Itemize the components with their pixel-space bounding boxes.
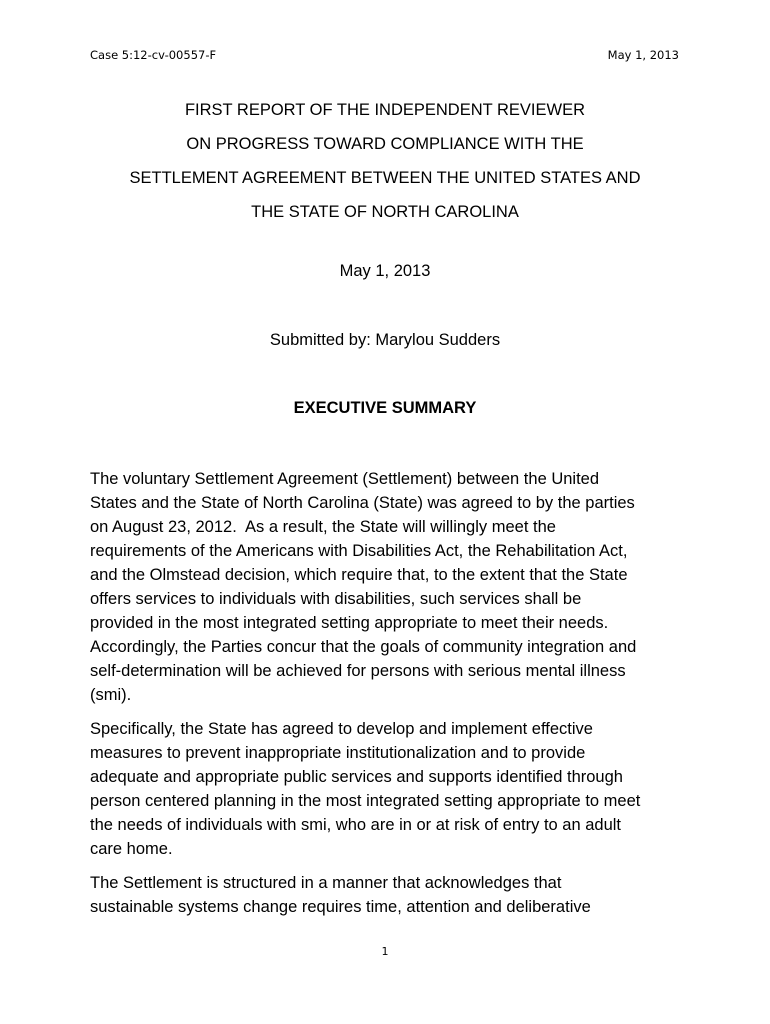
text-line: adequate and appropriate public services and supports identified through	[90, 768, 623, 786]
text-line: (smi).	[90, 686, 132, 704]
text-line: The voluntary Settlement Agreement (Settlement) between the United	[90, 470, 600, 488]
text-line: person centered planning in the most integrated setting appropriate to meet	[90, 792, 641, 810]
text-line: and the Olmstead decision, which require that, to the extent that the State	[90, 566, 628, 584]
text-line: measures to prevent inappropriate institutionalization and to provide	[90, 744, 586, 762]
report-title	[90, 93, 680, 229]
text-line: care home.	[90, 840, 173, 858]
text-line: sustainable systems change requires time, attention and deliberative	[90, 898, 591, 916]
text-line: offers services to individuals with disabilities, such services shall be	[90, 590, 582, 608]
text-line: Accordingly, the Parties concur that the goals of community integration and	[90, 638, 637, 656]
paragraph-settlement-structure	[90, 871, 690, 919]
case-number: Case 5:12-cv-00557-F	[90, 48, 217, 62]
title-line: THE STATE OF NORTH CAROLINA	[251, 203, 519, 221]
text-line: The Settlement is structured in a manner that acknowledges that	[90, 874, 562, 892]
text-line: Specifically, the State has agreed to develop and implement effective	[90, 720, 593, 738]
header-date: May 1, 2013	[607, 48, 679, 62]
report-date: May 1, 2013	[339, 262, 431, 280]
text-line: requirements of the Americans with Disabilities Act, the Rehabilitation Act,	[90, 542, 628, 560]
title-line: ON PROGRESS TOWARD COMPLIANCE WITH THE	[186, 135, 584, 153]
body-text	[90, 467, 690, 929]
paragraph-settlement-overview	[90, 467, 690, 707]
page-number: 1	[381, 945, 389, 958]
title-line: FIRST REPORT OF THE INDEPENDENT REVIEWER	[184, 101, 586, 119]
text-line: on August 23, 2012. As a result, the State will willingly meet the	[90, 518, 556, 536]
title-line: SETTLEMENT AGREEMENT BETWEEN THE UNITED STATES AND	[129, 169, 641, 187]
text-line: the needs of individuals with smi, who are in or at risk of entry to an adult	[90, 816, 622, 834]
submitted-by: Submitted by: Marylou Sudders	[269, 331, 501, 349]
paragraph-state-measures	[90, 717, 690, 861]
text-line: self-determination will be achieved for persons with serious mental illness	[90, 662, 626, 680]
text-line: States and the State of North Carolina (State) was agreed to by the parties	[90, 494, 635, 512]
section-heading: EXECUTIVE SUMMARY	[293, 399, 477, 417]
text-line: provided in the most integrated setting appropriate to meet their needs.	[90, 614, 609, 632]
